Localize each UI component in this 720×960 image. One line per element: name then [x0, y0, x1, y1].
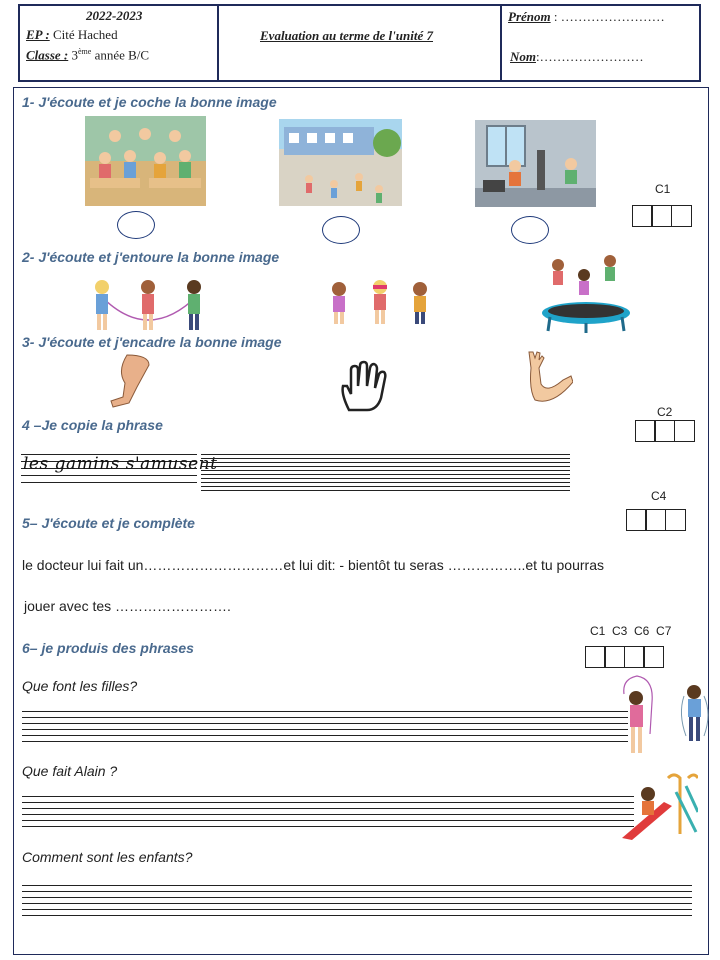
score-box-q3[interactable]: [636, 420, 695, 442]
q1-checkbox-3[interactable]: [511, 216, 549, 244]
q5-sentence-2[interactable]: jouer avec tes …………………….: [24, 598, 231, 614]
ep-line: [26, 27, 118, 43]
prenom-dots: : ……………………: [550, 9, 665, 24]
header-table: [18, 4, 701, 82]
answer-lines-3[interactable]: [22, 885, 692, 916]
answer-lines-1[interactable]: [22, 711, 628, 742]
q2-title: 2- J'écoute et j'entoure la bonne image: [22, 249, 280, 265]
girls-jump-rope-image: [612, 674, 714, 766]
q1-title: 1- J'écoute et je coche la bonne image: [22, 94, 277, 110]
score-label-c1: C1: [655, 182, 671, 196]
slide-image: [618, 772, 698, 842]
hide-seek-image[interactable]: [325, 279, 435, 329]
ep-label: EP :: [26, 27, 50, 42]
model-sentence: les gamins s'amusent: [23, 454, 218, 474]
nom-field[interactable]: [510, 49, 644, 65]
trampoline-image[interactable]: [540, 253, 632, 333]
playground-image[interactable]: [279, 119, 402, 206]
classroom-image[interactable]: [85, 116, 206, 206]
eval-title: Evaluation au terme de l'unité 7: [260, 28, 433, 43]
classe-rest: année B/C: [94, 47, 150, 63]
arm-image[interactable]: [523, 350, 573, 406]
prenom-field[interactable]: [508, 9, 665, 25]
q6-prompt-3: Comment sont les enfants?: [22, 849, 193, 865]
nom-label: Nom: [510, 49, 536, 64]
q5-title: 5– J'écoute et je complète: [22, 515, 195, 531]
ep-value: Cité Hached: [52, 27, 118, 42]
leg-image[interactable]: [109, 353, 151, 409]
score-box-q6[interactable]: [586, 646, 664, 668]
prenom-label: Prénom: [508, 9, 551, 24]
score-box-q4[interactable]: [627, 509, 686, 531]
score-box-q1[interactable]: [633, 205, 692, 227]
student-cell: [500, 6, 703, 80]
q5-sentence-1[interactable]: le docteur lui fait un…………………………et lui dit: - bientôt tu seras ……………..et tu pourras: [22, 557, 604, 573]
hand-image[interactable]: [337, 360, 389, 412]
jump-rope-image[interactable]: [88, 275, 210, 335]
school-year: 2022-2023: [86, 8, 143, 23]
score-labels-q6: C1 C3 C6 C7: [590, 624, 672, 638]
q1-checkbox-2[interactable]: [322, 216, 360, 244]
score-label-c4: C4: [651, 489, 667, 503]
q4-title: 4 –Je copie la phrase: [22, 417, 163, 433]
classe-line: [26, 47, 149, 63]
classe-label: Classe :: [26, 47, 69, 63]
copy-lines[interactable]: [201, 454, 570, 491]
nom-dots: :……………………: [536, 49, 644, 64]
gym-image[interactable]: [475, 120, 596, 207]
score-label-c2: C2: [657, 405, 673, 419]
school-cell: [20, 6, 219, 80]
classe-sup: ème: [78, 47, 92, 56]
answer-lines-2[interactable]: [22, 796, 634, 827]
classe-num: 3: [71, 47, 78, 63]
q6-prompt-2: Que fait Alain ?: [22, 763, 118, 779]
q1-checkbox-1[interactable]: [117, 211, 155, 239]
q6-prompt-1: Que font les filles?: [22, 678, 138, 694]
q3-title: 3- J'écoute et j'encadre la bonne image: [22, 334, 282, 350]
q6-title: 6– je produis des phrases: [22, 640, 194, 656]
